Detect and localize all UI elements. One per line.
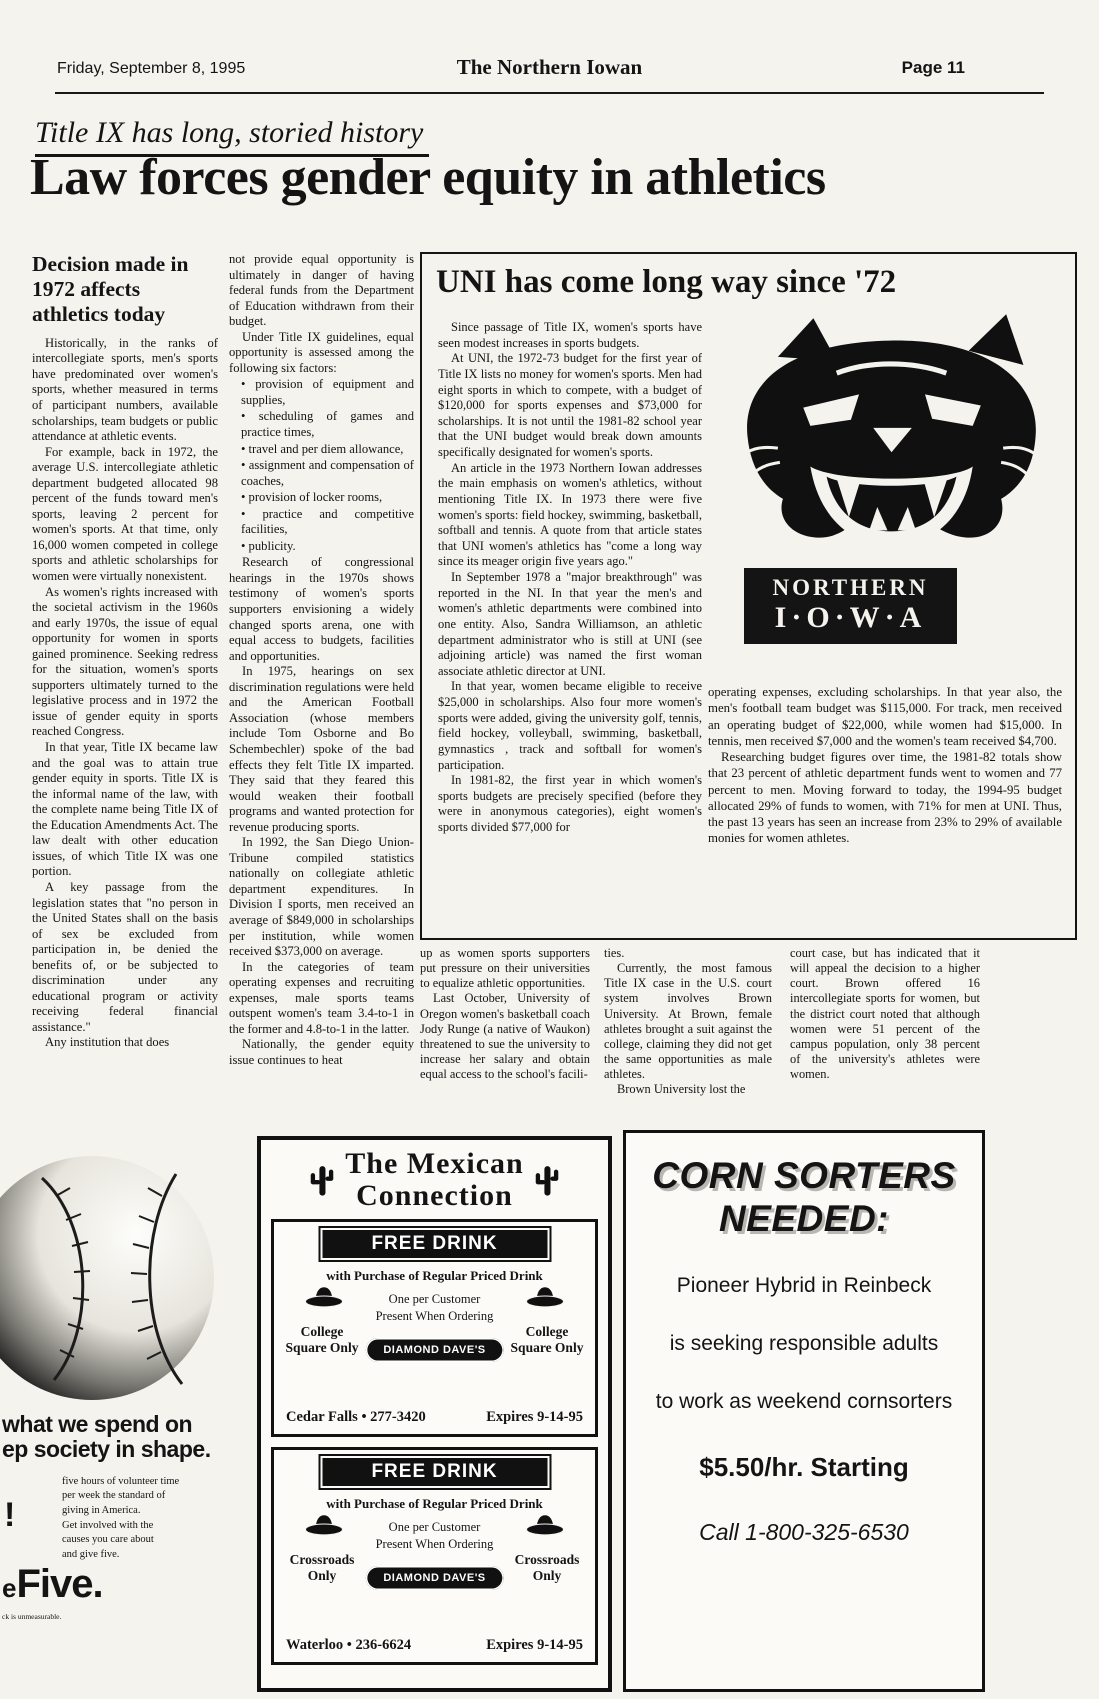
volunteer-headline-2: ep society in shape. [2, 1436, 211, 1463]
article-col2-text [229, 555, 414, 1068]
corn-ad-title-line2: NEEDED: [718, 1197, 890, 1239]
article-column-1 [32, 252, 218, 1124]
cactus-icon [309, 1162, 335, 1198]
paragraph: In 1975, hearings on sex discrimination regulations were held and the American Football Association (whose members include Tom Osborne and Bo Schembechler) spoke of the bad effects they felt Title IX imparted. They said that they feared this would weaken their football programs and wanted protection for revenue producing sports. [229, 664, 414, 834]
volunteer-exclamation: ! [4, 1496, 16, 1534]
coupon-bottom-row [286, 1409, 583, 1426]
volunteer-headline-1: what we spend on [2, 1411, 193, 1437]
mexican-ad-title-line2: Connection [356, 1178, 513, 1212]
corn-ad-line-3: to work as weekend cornsorters [655, 1390, 953, 1414]
panther-illustration [717, 310, 1062, 562]
coupon-note-2: Present When Ordering [375, 1537, 494, 1551]
title-ix-factor-list [229, 377, 414, 554]
diamond-daves-badge: DIAMOND DAVE'S [365, 1338, 503, 1362]
coupon-location-label: College Square Only [285, 1324, 359, 1355]
coupon-expiration: Expires 9-14-95 [486, 1637, 583, 1653]
paragraph: Historically, in the ranks of intercollegiate sports, men's sports have predominated over women's sports, whether measured in terms of participant numbers, available scholarships, team budgets or public attendance at athletic events. [32, 335, 218, 444]
sombrero-icon [304, 1284, 344, 1308]
paragraph: In 1981-82, the first year in which women's sports budgets are precisely specified (before they were in anonymous categories), eight women's sports divided $77,000 for [438, 773, 702, 834]
volunteer-line: five hours of volunteer time [62, 1475, 180, 1487]
coupon-location-label: Crossroads Only [514, 1552, 580, 1583]
volunteer-ad [0, 1412, 242, 1698]
corn-ad-phone: Call 1-800-325-6530 [699, 1519, 909, 1546]
bullet-item: • publicity. [241, 538, 296, 553]
volunteer-body-text [62, 1475, 222, 1563]
continuation-column-c [790, 946, 980, 1126]
volunteer-line: giving in America. [62, 1504, 141, 1516]
coupon-note-2: Present When Ordering [375, 1309, 494, 1323]
corn-ad-line-1: Pioneer Hybrid in Reinbeck [676, 1274, 932, 1298]
give-five-logo-prefix: e [2, 1573, 17, 1603]
coupon-location-label: Crossroads Only [289, 1552, 355, 1583]
free-drink-banner: FREE DRINK [322, 1230, 547, 1258]
paragraph: Brown University lost the [617, 1082, 746, 1097]
coupon-bottom-row [286, 1637, 583, 1654]
coupon-location-label: College Square Only [510, 1324, 584, 1355]
coupon-location-phone: Cedar Falls • 277-3420 [286, 1409, 426, 1425]
coupon-note-1: One per Customer [388, 1292, 481, 1306]
corn-sorters-ad [623, 1130, 985, 1692]
paragraph: Currently, the most famous Title IX case in the U.S. court system involves Brown University. At Brown, female athletes brought a suit against the college, claiming they did not get the same opportunities as male athletes. [604, 961, 772, 1081]
coupon-crossroads [271, 1447, 598, 1665]
paragraph: For example, back in 1972, the average U.S. intercollegiate athletic department budgeted allocated 98 percent of the funds toward men's sports, leaving 2 percent for women's sports. At that time, only 16,000 women competed in college sports and athletic scholarships for women were virtually nonexistent. [32, 444, 218, 584]
paragraph: court case, but has indicated that it will appeal the decision to a higher court. Brown offered 16 intercollegiate sports for women, but the district court noted that although women were 51 percent of the campus population, only 38 percent of the university's athletes were women. [790, 946, 980, 1081]
bullet-item: • practice and competitive facilities, [241, 506, 414, 537]
volunteer-line: Get involved with the [62, 1519, 154, 1531]
bullet-item: • travel and per diem allowance, [241, 441, 404, 456]
masthead-page-number: Page 11 [901, 58, 965, 77]
paragraph: As women's rights increased with the societal activism in the 1960s and early 1970s, the issue of equal opportunity for women in sports gained prominence. Seeking redress for the situation, women's sports supporters ultimately turned to the legislative process and in 1972 the issue of gender equity in sports reached Congress. [32, 584, 218, 739]
paragraph: Researching budget figures over time, the 1981-82 totals show that 23 percent of athletic department funds went to women and 77 percent to men. Moving forward to today, the 1994-95 budget allocated 29% of funds to women, with 71% for men at UNI. Thus, the past 13 years has seen an increase from 23% to 29% of available monies for women athletes. [708, 750, 1062, 846]
sombrero-icon [304, 1512, 344, 1536]
coupon-subtitle: with Purchase of Regular Priced Drink [326, 1496, 543, 1511]
mexican-connection-ad [257, 1136, 612, 1692]
paragraph: In the categories of team operating expenses and recruiting expenses, male sports teams outspent women's team 3.4-to-1 in the former and 4.8-to-1 in the latter. [229, 959, 414, 1036]
uni-sidebar-box [420, 252, 1077, 940]
paragraph: In 1992, the San Diego Union-Tribune compiled statistics nationally on collegiate athletic department expenditures. In Division I sports, men received an average of $849,000 in scholarships per institution, while women received $373,000 on average. [229, 835, 414, 959]
article-col1-text [32, 336, 218, 1051]
continuation-column-a [420, 946, 590, 1126]
diamond-daves-badge: DIAMOND DAVE'S [365, 1566, 503, 1590]
article-subhead: Decision made in 1972 affects athletics today [32, 252, 189, 326]
mexican-ad-title [345, 1148, 523, 1211]
kicker-headline: Title IX has long, storied history [35, 116, 429, 157]
logo-line-northern: NORTHERN [772, 575, 929, 600]
cactus-icon [534, 1162, 560, 1198]
sombrero-icon [525, 1512, 565, 1536]
paragraph: A key passage from the legislation states that "no person in the United States shall on the basis of sex be excluded from participation in, be denied the benefits of, or be subjected to discrimination under any educational program or activity receiving federal financial assistance." [32, 879, 218, 1034]
paragraph: Under Title IX guidelines, equal opportunity is assessed among the following six factors: [229, 329, 414, 375]
logo-line-iowa: I·O·W·A [774, 601, 927, 634]
northern-iowa-logo [744, 568, 957, 644]
corn-ad-title [626, 1155, 982, 1240]
main-headline: Law forces gender equity in athletics [30, 149, 826, 206]
bullet-item: • provision of equipment and supplies, [241, 377, 414, 407]
volunteer-fine-print: ck is unmeasurable. [2, 1612, 62, 1621]
uni-box-left-column [438, 320, 702, 928]
give-five-logo [2, 1562, 103, 1607]
bullet-item: • assignment and compensation of coaches, [241, 458, 414, 488]
coupon-location-phone: Waterloo • 236-6624 [286, 1637, 412, 1653]
uni-box-right-column [708, 684, 1062, 926]
paragraph: Nationally, the gender equity issue continues to heat [229, 1037, 414, 1067]
header-rule [55, 92, 1044, 94]
masthead-title: The Northern Iowan [456, 55, 643, 79]
article-col2-intro [229, 252, 414, 376]
free-drink-banner: FREE DRINK [322, 1458, 547, 1486]
mexican-ad-title-line1: The Mexican [345, 1147, 524, 1180]
paragraph: Since passage of Title IX, women's sports have seen modest increases in sports budgets. [438, 320, 702, 350]
paragraph: In that year, Title IX became law and the goal was to attain true gender equity in sports. Title IX is the informal name of the law, with the complete name being Title IX of the Education Amendments Act. The law dealt with other education issues, of which Title IX was one portion. [32, 740, 218, 879]
volunteer-line: per week the standard of [62, 1490, 166, 1502]
baseball-image [0, 1140, 235, 1408]
coupon-note-1: One per Customer [388, 1520, 481, 1534]
masthead-date: Friday, September 8, 1995 [57, 60, 246, 77]
paragraph: not provide equal opportunity is ultimately in danger of having federal funds from the Department of Education withdrawn from their budget. [229, 252, 414, 329]
continuation-column-b [604, 946, 772, 1126]
paragraph: Last October, University of Oregon women's basketball coach Jody Runge (a native of Waukon) threatened to sue the university to increase her salary and obtain equal access to the school's facili- [420, 991, 590, 1081]
paragraph: ties. [604, 946, 625, 960]
volunteer-line: causes you care about [62, 1534, 154, 1546]
paragraph: In September 1978 a "major breakthrough" was reported in the NI. In that year the men's and women's athletic departments were combined into one entity. Also, Sandra Williamson, an athletic department administrator who is still at UNI (see adjoining article) was named the first woman associate athletic director at UNI. [438, 570, 702, 678]
coupon-subtitle: with Purchase of Regular Priced Drink [326, 1268, 543, 1283]
mexican-ad-title-row [261, 1148, 608, 1211]
article-column-2 [229, 252, 414, 1124]
corn-ad-line-2: is seeking responsible adults [669, 1332, 939, 1356]
coupon-college-square [271, 1219, 598, 1437]
corn-ad-pay-rate: $5.50/hr. Starting [699, 1452, 909, 1483]
paragraph: At UNI, the 1972-73 budget for the first year of Title IX lists no money for women's sports. Men had eight sports in which to compete, with a budget of $120,000 for sports expenses and $73,000 for scholarships. It is not until the 1981-82 school year that the UNI budget would break down amounts specifically designated for women's sports. [438, 351, 702, 459]
paragraph: An article in the 1973 Northern Iowan addresses the main emphasis on women's athletics, without mentioning Title IX. In 1973 there were five women's sports: field hockey, swimming, basketball, softball and tennis. A quote from that article states that UNI women's athletics has "come a long way since its meager origin five years ago." [438, 460, 702, 569]
bullet-item: • provision of locker rooms, [241, 490, 383, 505]
paragraph: Research of congressional hearings in the 1970s shows testimony of women's sports supporters envisioning a widely changed sports arena, one with equal access to budgets, facilities and opportunities. [229, 555, 414, 663]
volunteer-line: and give five. [62, 1549, 120, 1561]
paragraph: In that year, women became eligible to receive $25,000 in scholarships. Also four more women's sports were added, giving the university golf, tennis, field hockey, volleyball, swimming, basketball, gymnastics , track and softball for women's participation. [438, 679, 702, 772]
bullet-item: • scheduling of games and practice times, [241, 409, 414, 440]
paragraph: Any institution that does [45, 1035, 170, 1050]
paragraph: up as women sports supporters put pressure on their universities to equalize athletic opportunities. [420, 946, 590, 991]
paragraph: operating expenses, excluding scholarships. In that year also, the men's football team budget was $115,000. For track, men received an operating budget of $22,000, while women had $15,000. In tennis, men received $7,000 and the women's team received $4,700. [708, 685, 1062, 748]
sombrero-icon [525, 1284, 565, 1308]
corn-ad-title-line1: CORN SORTERS [652, 1155, 956, 1196]
coupon-expiration: Expires 9-14-95 [486, 1409, 583, 1425]
uni-box-headline: UNI has come long way since '72 [436, 264, 897, 300]
give-five-logo-text: Five. [16, 1562, 103, 1606]
